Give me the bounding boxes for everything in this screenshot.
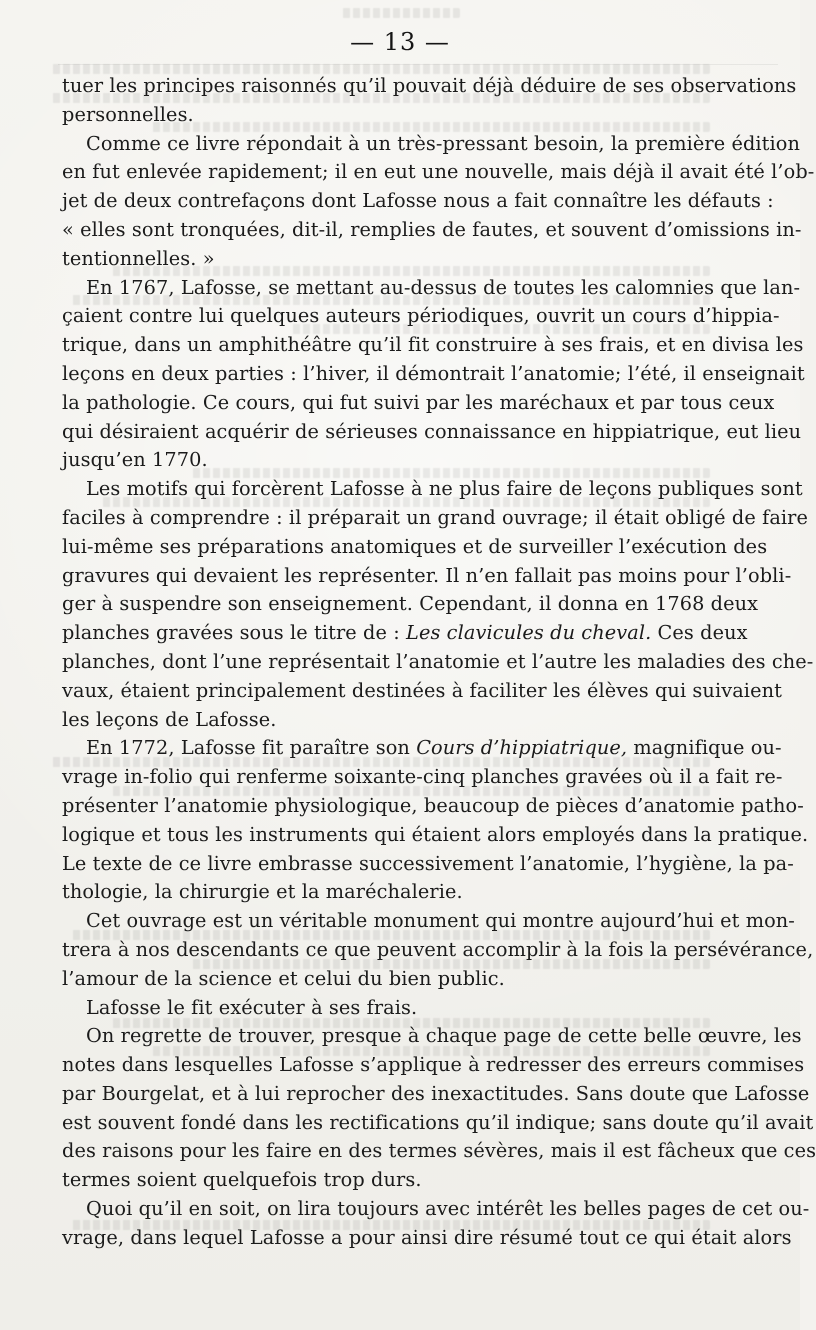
- text-line: En 1767, Lafosse, se mettant au-dessus de toutes les calomnies que lan-: [86, 275, 801, 299]
- text-line: personnelles.: [62, 102, 194, 126]
- text-line: planches, dont l’une représentait l’anatomie et l’autre les maladies des che-: [62, 649, 814, 673]
- text-line: [62, 734, 782, 763]
- text-line: les leçons de Lafosse.: [62, 707, 277, 731]
- page-number: — 13 —: [350, 28, 450, 56]
- text-line: Quoi qu’il en soit, on lira toujours avec intérêt les belles pages de cet ou-: [86, 1197, 810, 1221]
- text-line: est souvent fondé dans les rectifications qu’il indique; sans doute qu’il avait: [62, 1110, 814, 1134]
- text-line: en fut enlevée rapidement; il en eut une nouvelle, mais déjà il avait été l’ob-: [62, 160, 815, 184]
- text-line: thologie, la chirurgie et la maréchalerie.: [62, 880, 463, 904]
- text-run: planches gravées sous le titre de :: [62, 621, 407, 645]
- text-line: termes soient quelquefois trop durs.: [62, 1168, 422, 1192]
- text-line: trique, dans un amphithéâtre qu’il fit construire à ses frais, et en divisa les: [62, 333, 804, 357]
- text-run: Ces deux: [651, 621, 748, 645]
- text-line: faciles à comprendre : il préparait un grand ouvrage; il était obligé de faire: [62, 505, 809, 529]
- text-line: des raisons pour les faire en des termes sévères, mais il est fâcheux que ces: [62, 1139, 816, 1163]
- text-line: Comme ce livre répondait à un très-pressant besoin, la première édition: [86, 131, 801, 155]
- text-line: [62, 619, 760, 648]
- text-line: leçons en deux parties : l’hiver, il démontrait l’anatomie; l’été, il enseignait: [62, 361, 805, 385]
- text-line: jet de deux contrefaçons dont Lafosse nous a fait connaître les défauts :: [62, 189, 774, 213]
- text-line: Le texte de ce livre embrasse successivement l’anatomie, l’hygiène, la pa-: [62, 851, 794, 875]
- text-line: vaux, étaient principalement destinées à faciliter les élèves qui suivaient: [62, 678, 782, 702]
- text-line: On regrette de trouver, presque à chaque page de cette belle œuvre, les: [86, 1024, 802, 1048]
- text-line: çaient contre lui quelques auteurs périodiques, ouvrit un cours d’hippia-: [62, 304, 780, 328]
- text-line: lui-même ses préparations anatomiques et de surveiller l’exécution des: [62, 534, 768, 558]
- text-run: En 1772, Lafosse fit paraître son: [86, 736, 417, 760]
- text-line: trera à nos descendants ce que peuvent accomplir à la fois la persévérance,: [62, 937, 814, 961]
- text-line: la pathologie. Ce cours, qui fut suivi par les maréchaux et par tous ceux: [62, 390, 775, 414]
- text-line: tuer les principes raisonnés qu’il pouvait déjà déduire de ses observations: [62, 74, 797, 97]
- text-line: notes dans lesquelles Lafosse s’applique à redresser des erreurs commises: [62, 1053, 805, 1077]
- text-line: « elles sont tronquées, dit-il, remplies de fautes, et souvent d’omissions in-: [62, 217, 802, 241]
- text-line: vrage, dans lequel Lafosse a pour ainsi dire résumé tout ce qui était alors: [62, 1225, 792, 1249]
- text-line: présenter l’anatomie physiologique, beaucoup de pièces d’anatomie patho-: [62, 793, 804, 817]
- text-line: Lafosse le fit exécuter à ses frais.: [86, 995, 418, 1019]
- italic-title: Les clavicules du cheval.: [406, 621, 652, 645]
- text-line: logique et tous les instruments qui étaient alors employés dans la pratique.: [62, 822, 809, 846]
- text-line: par Bourgelat, et à lui reprocher des inexactitudes. Sans doute que Lafosse: [62, 1081, 810, 1105]
- text-line: jusqu’en 1770.: [62, 448, 208, 472]
- text-run: magnifique ou-: [627, 736, 782, 760]
- text-line: tentionnelles. »: [62, 246, 215, 270]
- text-line: Cet ouvrage est un véritable monument qui montre aujourd’hui et mon-: [86, 909, 795, 933]
- text-line: ger à suspendre son enseignement. Cependant, il donna en 1768 deux: [62, 592, 759, 616]
- top-margin-shadow: [58, 64, 778, 65]
- text-line: gravures qui devaient les représenter. Il n’en fallait pas moins pour l’obli-: [62, 563, 792, 587]
- text-line: vrage in-folio qui renferme soixante-cinq planches gravées où il a fait re-: [62, 765, 783, 789]
- body-text: [62, 72, 816, 1253]
- text-line: l’amour de la science et celui du bien public.: [62, 966, 505, 990]
- text-line: qui désiraient acquérir de sérieuses connaissance en hippiatrique, eut lieu: [62, 419, 802, 443]
- italic-title: Cours d’hippiatrique,: [416, 736, 628, 760]
- text-line: Les motifs qui forcèrent Lafosse à ne plus faire de leçons publiques sont: [86, 477, 803, 501]
